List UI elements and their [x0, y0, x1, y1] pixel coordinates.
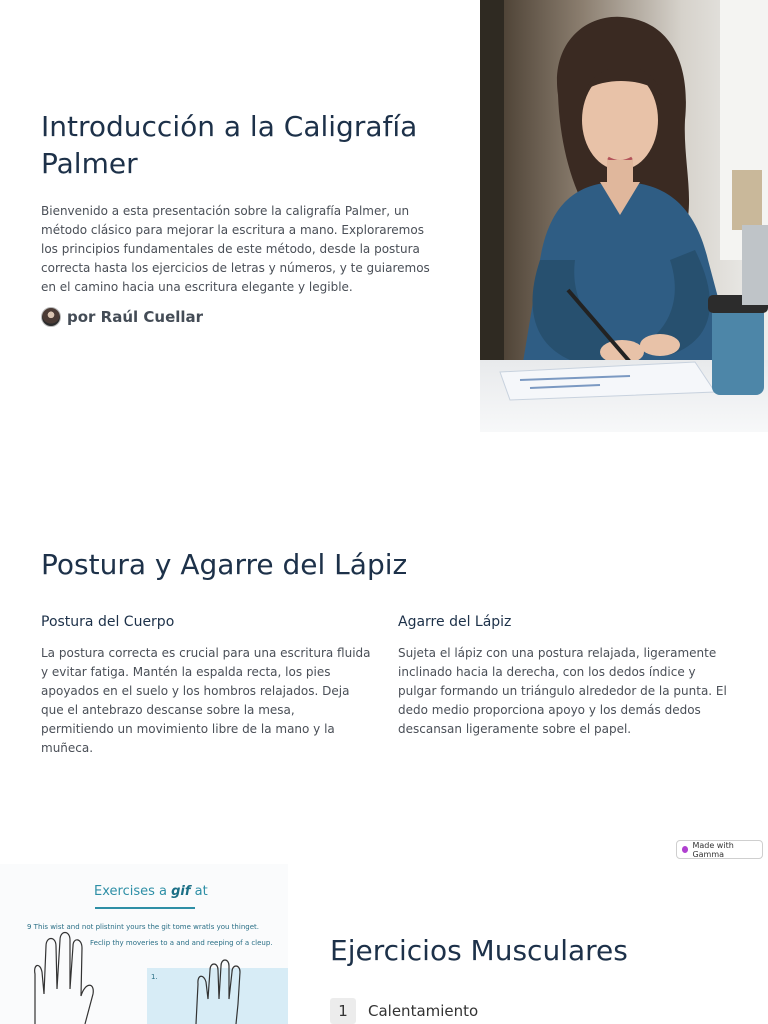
gamma-logo-icon: [682, 846, 688, 853]
slide-ejercicios: [0, 864, 768, 1024]
writing-woman-photo: [480, 0, 768, 432]
step-label: Calentamiento: [368, 1002, 479, 1020]
exercise-hands-image: [0, 864, 288, 1024]
column-text: Sujeta el lápiz con una postura relajada, ligeramente inclinado hacia la derecha, con los dedos índice y pulgar formando un triángulo alrededor de la punta. El dedo medio proporciona apoyo y los demás dedos descansan ligeramente sobre el papel.: [398, 646, 727, 736]
author-name: por Raúl Cuellar: [67, 308, 204, 326]
slide-title: Postura y Agarre del Lápiz: [41, 548, 408, 581]
column-text: La postura correcta es crucial para una escritura fluida y evitar fatiga. Mantén la espalda recta, los pies apoyados en el suelo y los hombros relajados. Deja que el antebrazo descanse sobre la mesa, permitiendo un movimiento libre de la mano y la muñeca.: [41, 646, 371, 755]
intro-text-block: [41, 108, 441, 327]
avatar: [41, 307, 61, 327]
slide-postura: [0, 432, 768, 864]
slide-title: Ejercicios Musculares: [330, 934, 628, 967]
badge-label: Made with Gamma: [692, 840, 734, 859]
author-line: [41, 307, 441, 327]
column-agarre-lapiz: [398, 614, 728, 739]
column-heading: Agarre del Lápiz: [398, 614, 512, 630]
slide-title: Introducción a la Caligrafía Palmer: [41, 110, 418, 180]
photo-illustration: [480, 0, 768, 432]
column-postura-cuerpo: [41, 614, 371, 758]
hand-outline-icon: [0, 864, 288, 1024]
image-caption-line: Feclip thy moveries to a and and reeping of a cleup.: [90, 939, 273, 947]
image-panel-number: 1.: [151, 973, 158, 981]
slide-introduccion: [0, 0, 768, 432]
step-item: [330, 998, 478, 1024]
image-caption-title: Exercises a gif at: [94, 884, 208, 899]
slide-description: Bienvenido a esta presentación sobre la caligrafía Palmer, un método clásico para mejorar la escritura a mano. Exploraremos los principios fundamentales de este método, desde la postura correcta hasta los ejercicios de letras y números, y te guiaremos en el camino hacia una escritura elegante y legible.: [41, 204, 430, 294]
column-heading: Postura del Cuerpo: [41, 614, 175, 630]
image-caption-line: 9 This wist and not plistnint yours the git tome wratls you thinget.: [27, 923, 259, 931]
made-with-gamma-badge[interactable]: [676, 840, 763, 859]
step-number: 1: [330, 998, 356, 1024]
